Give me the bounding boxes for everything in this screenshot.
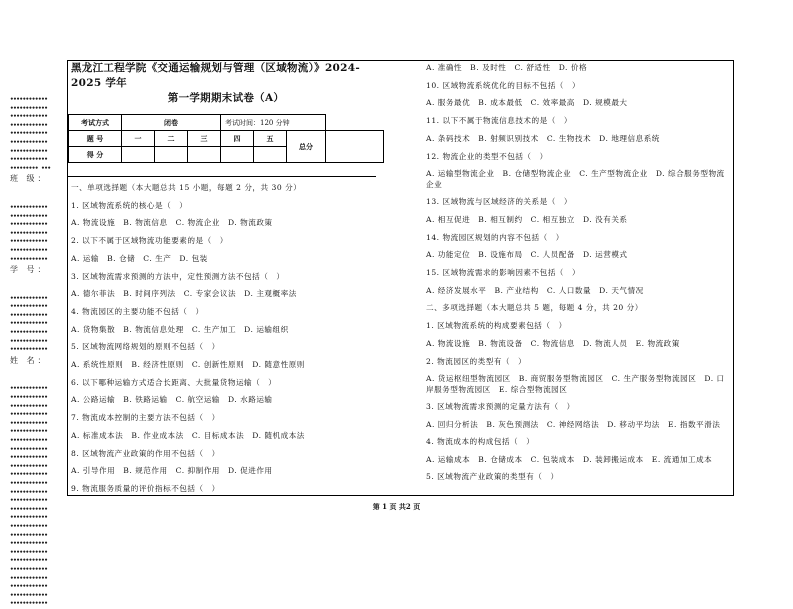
question-6: 6. 以下哪种运输方式适合长距离、大批量货物运输（ ） <box>71 377 277 387</box>
class-label: 班 级： <box>10 174 49 184</box>
question-12: 12. 物流企业的类型不包括（ ） <box>426 151 548 161</box>
dotted-line: •••••••••••• •••••••••••• •••••••••••• •••••••••••• •••••••••••• •••••••••••• •••••••••••• <box>10 294 48 354</box>
question-5-options: A. 系统性原则 B. 经济性原则 C. 创新性原则 D. 随意性原则 <box>71 360 305 370</box>
name-label: 姓 名： <box>10 355 49 365</box>
question-8-options: A. 引导作用 B. 规范作用 C. 抑制作用 D. 促进作用 <box>71 466 273 476</box>
score-cell-2 <box>155 147 188 163</box>
question-2-options: A. 运输 B. 仓储 C. 生产 D. 包装 <box>71 253 208 263</box>
left-column <box>68 60 384 498</box>
question-6-options: A. 公路运输 B. 铁路运输 C. 航空运输 D. 水路运输 <box>71 395 273 405</box>
exam-mode-label: 考试方式 <box>69 115 122 131</box>
score-cell-4 <box>221 147 254 163</box>
score-cell-5 <box>254 147 287 163</box>
exam-title <box>68 61 384 106</box>
section-col-4: 四 <box>221 131 254 147</box>
question-14: 14. 物流园区规划的内容不包括（ ） <box>426 232 564 242</box>
total-label: 总分 <box>287 131 326 163</box>
right-column <box>426 60 732 486</box>
question-9-options: A. 准确性 B. 及时性 C. 舒适性 D. 价格 <box>426 63 588 72</box>
question-14-options: A. 功能定位 B. 设施布局 C. 人员配备 D. 运营模式 <box>426 250 628 260</box>
exam-time: 考试时间：120 分钟 <box>221 115 326 131</box>
total-score-cell <box>326 131 384 163</box>
section-col-1: 一 <box>122 131 155 147</box>
question-7: 7. 物流成本控制的主要方法不包括（ ） <box>71 413 220 423</box>
mc-question-1-options: A. 物流设施 B. 物流设备 C. 物流信息 D. 物流人员 E. 物流政策 <box>426 338 680 348</box>
question-4-options: A. 货物集散 B. 物流信息处理 C. 生产加工 D. 运输组织 <box>71 324 289 334</box>
title-line-2: 第一学期期末试卷（A） <box>167 92 285 104</box>
section1-title: 一、单项选择题（本大题总共 15 小题，每题 2 分，共 30 分） <box>71 183 302 192</box>
score-cell-3 <box>188 147 221 163</box>
question-13: 13. 区域物流与区域经济的关系是（ ） <box>426 197 572 207</box>
mc-question-2-options: A. 货运枢纽型物流园区 B. 商贸服务型物流园区 C. 生产服务型物流园区 D. 口岸服务型物流园区 E. 综合型物流园区 <box>426 374 725 395</box>
mc-question-3-options: A. 回归分析法 B. 灰色预测法 C. 神经网络法 D. 移动平均法 E. 指数平滑法 <box>426 419 721 429</box>
question-8: 8. 区域物流产业政策的作用不包括（ ） <box>71 448 220 458</box>
question-7-options: A. 标准成本法 B. 作业成本法 C. 目标成本法 D. 随机成本法 <box>71 430 305 440</box>
score-table <box>68 114 384 163</box>
section2-title: 二、多项选择题（本大题总共 5 题，每题 4 分，共 20 分） <box>426 303 643 313</box>
mc-question-5: 5. 区域物流产业政策的类型有（ ） <box>426 472 559 482</box>
question-12-options: A. 运输型物流企业 B. 仓储型物流企业 C. 生产型物流企业 D. 综合服务型物流企业 <box>426 169 725 190</box>
score-cell-1 <box>122 147 155 163</box>
title-line-1: 黑龙江工程学院《交通运输规划与管理（区域物流）》2024-2025 学年 <box>71 62 361 89</box>
question-3-options: A. 德尔菲法 B. 时间序列法 C. 专家会议法 D. 主观概率法 <box>71 289 297 299</box>
question-4: 4. 物流园区的主要功能不包括（ ） <box>71 306 204 316</box>
question-1-options: A. 物流设施 B. 物流信息 C. 物流企业 D. 物流政策 <box>71 218 273 228</box>
question-10-options: A. 服务最优 B. 成本最低 C. 效率最高 D. 规模最大 <box>426 98 628 108</box>
dotted-line: •••••••••••• •••••••••••• •••••••••••• •••••••••••• •••••••••••• •••••••••••• •••••••••••• •••••••••••• ••••••••• ••• <box>10 96 51 172</box>
section-col-3: 三 <box>188 131 221 147</box>
section-col-5: 五 <box>254 131 287 147</box>
question-10: 10. 区域物流系统优化的目标不包括（ ） <box>426 80 581 90</box>
mc-question-1: 1. 区域物流系统的构成要素包括（ ） <box>426 321 567 331</box>
question-5: 5. 区域物流网络规划的原则不包括（ ） <box>71 342 220 352</box>
score-label: 得 分 <box>69 147 122 163</box>
section-divider <box>68 176 376 177</box>
question-15-options: A. 经济发展水平 B. 产业结构 C. 人口数量 D. 天气情况 <box>426 285 644 295</box>
binding-margin <box>10 96 58 609</box>
question-15: 15. 区域物流需求的影响因素不包括（ ） <box>426 268 581 278</box>
mc-question-4: 4. 物流成本的构成包括（ ） <box>426 436 535 446</box>
question-9: 9. 物流服务质量的评价指标不包括（ ） <box>71 483 220 493</box>
question-11-options: A. 条码技术 B. 射频识别技术 C. 生物技术 D. 地理信息系统 <box>426 133 660 143</box>
question-13-options: A. 相互促进 B. 相互制约 C. 相互独立 D. 没有关系 <box>426 214 628 224</box>
dotted-line: •••••••••••• •••••••••••• •••••••••••• •••••••••••• •••••••••••• •••••••••••• •••••••••••• •••••••••••• •••••••••••• •••••••••••• •••••••••••• •••••••••••• •••••••••••• •••••••••••• •••••••••••• •••••••••••• •••••••••••• •••••••••••• •••••••••••• •••••••••••• •••••••••••• •••••••••••• •••••••••••• •••••••••••• •••••••••••• •••••••••••• <box>10 385 48 608</box>
question-3: 3. 区域物流需求预测的方法中，定性预测方法不包括（ ） <box>71 271 285 281</box>
section-col-2: 二 <box>155 131 188 147</box>
mc-question-4-options: A. 运输成本 B. 仓储成本 C. 包装成本 D. 装卸搬运成本 E. 流通加工成本 <box>426 454 713 464</box>
mc-question-3: 3. 区域物流需求预测的定量方法有（ ） <box>426 402 575 412</box>
question-2: 2. 以下不属于区域物流功能要素的是（ ） <box>71 236 228 246</box>
question-11: 11. 以下不属于物流信息技术的是（ ） <box>426 116 572 126</box>
dotted-line: •••••••••••• •••••••••••• •••••••••••• •••••••••••• •••••••••••• •••••••••••• •••••••••••• <box>10 203 48 263</box>
question-1: 1. 区域物流系统的核心是（ ） <box>71 200 188 210</box>
mc-question-2: 2. 物流园区的类型有（ ） <box>426 356 527 366</box>
exam-mode-value: 闭卷 <box>122 115 221 131</box>
student-id-label: 学 号： <box>10 265 49 275</box>
page-number: 第 1 页 共2 页 <box>372 502 421 511</box>
question-no-label: 题 号 <box>69 131 122 147</box>
